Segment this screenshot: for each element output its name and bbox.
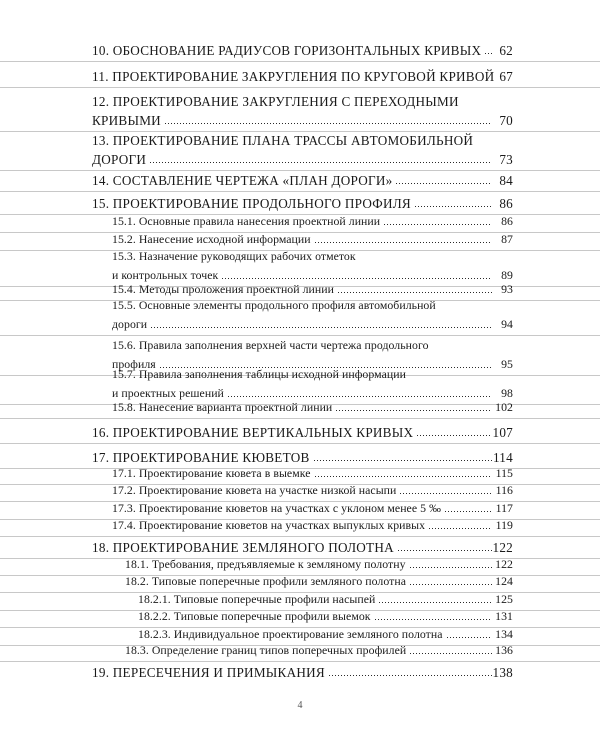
toc-leader-dots (227, 396, 492, 397)
toc-entry-title: 15.2. Нанесение исходной информации (112, 232, 311, 246)
toc-entry-title: 11. ПРОЕКТИРОВАНИЕ ЗАКРУГЛЕНИЯ ПО КРУГОВОЙ КРИВОЙ (92, 69, 495, 84)
toc-page-number: 73 (499, 151, 513, 167)
toc-entry-line (0, 248, 600, 265)
toc-page-number: 122 (495, 557, 513, 571)
toc-entry-title: 15.1. Основные правила нанесения проектной линии (112, 214, 381, 228)
toc-page-number: 98 (501, 385, 513, 400)
toc-entry-title: 17.2. Проектирование кювета на участке низкой насыпи (112, 483, 397, 497)
toc-leader-dots (444, 511, 492, 512)
toc-entry-line (0, 337, 600, 354)
toc-leader-dots (484, 53, 492, 54)
toc-page-number: 122 (492, 540, 513, 555)
toc-entry-line (0, 151, 600, 168)
toc-entry-title: 17. ПРОЕКТИРОВАНИЕ КЮВЕТОВ (92, 450, 310, 465)
toc-entry-title: 13. ПРОЕКТИРОВАНИЕ ПЛАНА ТРАССЫ АВТОМОБИЛЬНОЙ (92, 133, 474, 148)
toc-entry-line (0, 449, 600, 466)
toc-entry-line (0, 68, 600, 85)
toc-leader-dots (416, 435, 492, 436)
toc-entry-line (0, 591, 600, 608)
toc-page-number: 70 (499, 112, 513, 128)
toc-leader-dots (428, 528, 492, 529)
toc-entry-title: 18.2.3. Индивидуальное проектирование земляного полотна (138, 627, 443, 641)
toc-leader-dots (337, 292, 492, 293)
toc-leader-dots (328, 675, 492, 676)
toc-leader-dots (149, 162, 492, 163)
toc-page-number: 62 (499, 43, 513, 58)
toc-entry-line (0, 664, 600, 681)
toc-entry[interactable] (0, 93, 600, 132)
toc-page-number: 107 (492, 425, 513, 440)
toc-entry-title: ДОРОГИ (92, 151, 147, 167)
toc-entry-title: 15.8. Нанесение варианта проектной линии (112, 400, 333, 414)
toc-entry-line (0, 500, 600, 517)
toc-entry-line (0, 626, 600, 643)
toc-page-number: 117 (495, 501, 513, 515)
toc-entry-title: 10. ОБОСНОВАНИЕ РАДИУСОВ ГОРИЗОНТАЛЬНЫХ КРИВЫХ (92, 43, 482, 58)
toc-entry-title: 18. ПРОЕКТИРОВАНИЕ ЗЕМЛЯНОГО ПОЛОТНА (92, 540, 394, 555)
toc-entry-title: 15.7. Правила заполнения таблицы исходной информации (112, 367, 406, 381)
toc-leader-dots (399, 493, 492, 494)
toc-page-number: 134 (495, 627, 513, 641)
toc-leader-dots (414, 206, 492, 207)
toc-page-number: 95 (501, 356, 513, 371)
toc-leader-dots (409, 653, 492, 654)
toc-entry-line (0, 573, 600, 590)
toc-page-number: 125 (495, 592, 513, 606)
toc-entry-line (0, 465, 600, 482)
toc-entry-line (0, 424, 600, 441)
toc-entry-line (0, 213, 600, 230)
toc-page-number: 138 (492, 665, 513, 680)
toc-entry[interactable] (0, 482, 600, 502)
toc-entry-title: 15.3. Назначение руководящих рабочих отметок (112, 249, 356, 263)
toc-entry-line (0, 556, 600, 573)
toc-entry-line (0, 399, 600, 416)
toc-page-number: 86 (499, 196, 513, 211)
toc-leader-dots (446, 637, 492, 638)
toc-page-number: 93 (501, 282, 513, 296)
toc-entry-line (0, 517, 600, 534)
toc-entry[interactable] (0, 42, 600, 62)
toc-entry-title: 18.2.2. Типовые поперечные профили выемок (138, 609, 371, 623)
toc-leader-dots (335, 410, 492, 411)
toc-page-number: 67 (499, 69, 513, 84)
toc-entry-title: и проектных решений (112, 385, 224, 400)
toc-entry[interactable] (0, 399, 600, 419)
toc-entry-title: 15. ПРОЕКТИРОВАНИЕ ПРОДОЛЬНОГО ПРОФИЛЯ (92, 196, 411, 211)
toc-page-number: 124 (495, 574, 513, 588)
toc-leader-dots (314, 242, 492, 243)
toc-page-number: 87 (501, 232, 513, 246)
toc-entry-title: КРИВЫМИ (92, 112, 161, 128)
toc-entry-title: 18.3. Определение границ типов поперечных профилей (125, 643, 407, 657)
toc-entry[interactable] (0, 573, 600, 593)
toc-entry-line (0, 642, 600, 659)
toc-page-number: 114 (492, 450, 513, 465)
toc-entry-title: профиля (112, 356, 156, 371)
toc-page-number: 136 (495, 643, 513, 657)
toc-entry-title: 19. ПЕРЕСЕЧЕНИЯ И ПРИМЫКАНИЯ (92, 665, 325, 680)
toc-entry-line (0, 297, 600, 314)
toc-entry-line (0, 316, 600, 333)
toc-leader-dots (314, 476, 492, 477)
toc-entry-line (0, 539, 600, 556)
toc-entry[interactable] (0, 642, 600, 662)
toc-entry-line (0, 132, 600, 149)
toc-entry-line (0, 112, 600, 129)
toc-page-number: 131 (495, 609, 513, 623)
toc-entry[interactable] (0, 68, 600, 88)
toc-leader-dots (378, 602, 492, 603)
toc-entry[interactable] (0, 664, 600, 683)
toc-leader-dots (383, 224, 492, 225)
toc-entry[interactable] (0, 172, 600, 192)
toc-page-number: 119 (495, 518, 513, 532)
toc-entry-line (0, 172, 600, 189)
toc-entry-title: 12. ПРОЕКТИРОВАНИЕ ЗАКРУГЛЕНИЯ С ПЕРЕХОДНЫМИ (92, 94, 459, 109)
toc-entry[interactable] (0, 608, 600, 628)
toc-page-number: 84 (499, 173, 513, 188)
toc-entry-title: 17.1. Проектирование кювета в выемке (112, 466, 311, 480)
toc-entry[interactable] (0, 195, 600, 215)
toc-entry-title: и контрольных точек (112, 267, 219, 282)
toc-entry-line (0, 281, 600, 298)
toc-leader-dots (313, 460, 492, 461)
toc-entry-title: 16. ПРОЕКТИРОВАНИЕ ВЕРТИКАЛЬНЫХ КРИВЫХ (92, 425, 414, 440)
toc-entry-title: 18.2. Типовые поперечные профили земляного полотна (125, 574, 407, 588)
toc-entry[interactable] (0, 517, 600, 537)
toc-entry-title: 15.5. Основные элементы продольного профиля автомобильной (112, 298, 436, 312)
toc-entry[interactable] (0, 132, 600, 171)
toc-page-number: 116 (495, 483, 513, 497)
toc-entry-title: дороги (112, 316, 148, 331)
toc-entry-title: 14. СОСТАВЛЕНИЕ ЧЕРТЕЖА «ПЛАН ДОРОГИ» (92, 173, 393, 188)
toc-entry-title: 15.4. Методы проложения проектной линии (112, 282, 335, 296)
toc-page-number: 115 (495, 466, 513, 480)
toc-page-number: 86 (501, 214, 513, 228)
toc-entry-line (0, 482, 600, 499)
toc-page-number: 94 (501, 316, 513, 331)
toc-entry-title: 17.3. Проектирование кюветов на участках с уклоном менее 5 ‰ (112, 501, 441, 515)
toc-entry-line (0, 231, 600, 248)
toc-page-number: 102 (495, 400, 513, 414)
toc-entry-line (0, 608, 600, 625)
toc-entry-title: 17.4. Проектирование кюветов на участках выпуклых кривых (112, 518, 426, 532)
toc-entry-line (0, 93, 600, 110)
toc-leader-dots (397, 550, 492, 551)
toc-leader-dots (409, 567, 492, 568)
toc-page-number: 89 (501, 267, 513, 282)
toc-leader-dots (164, 123, 492, 124)
toc-entry-line (0, 366, 600, 383)
toc-leader-dots (374, 619, 492, 620)
toc-leader-dots (221, 278, 492, 279)
toc-entry-title: 18.2.1. Типовые поперечные профили насыпей (138, 592, 376, 606)
toc-entry[interactable] (0, 213, 600, 233)
toc-entry-title: 18.1. Требования, предъявляемые к земляному полотну (125, 557, 406, 571)
toc-entry-line (0, 195, 600, 212)
toc-entry[interactable] (0, 424, 600, 444)
toc-leader-dots (395, 183, 492, 184)
toc-leader-dots (409, 584, 492, 585)
toc-leader-dots (150, 327, 492, 328)
page-number: 4 (297, 700, 303, 711)
toc-entry[interactable] (0, 297, 600, 336)
toc-entry-line (0, 42, 600, 59)
toc-entry-title: 15.6. Правила заполнения верхней части чертежа продольного (112, 338, 429, 352)
